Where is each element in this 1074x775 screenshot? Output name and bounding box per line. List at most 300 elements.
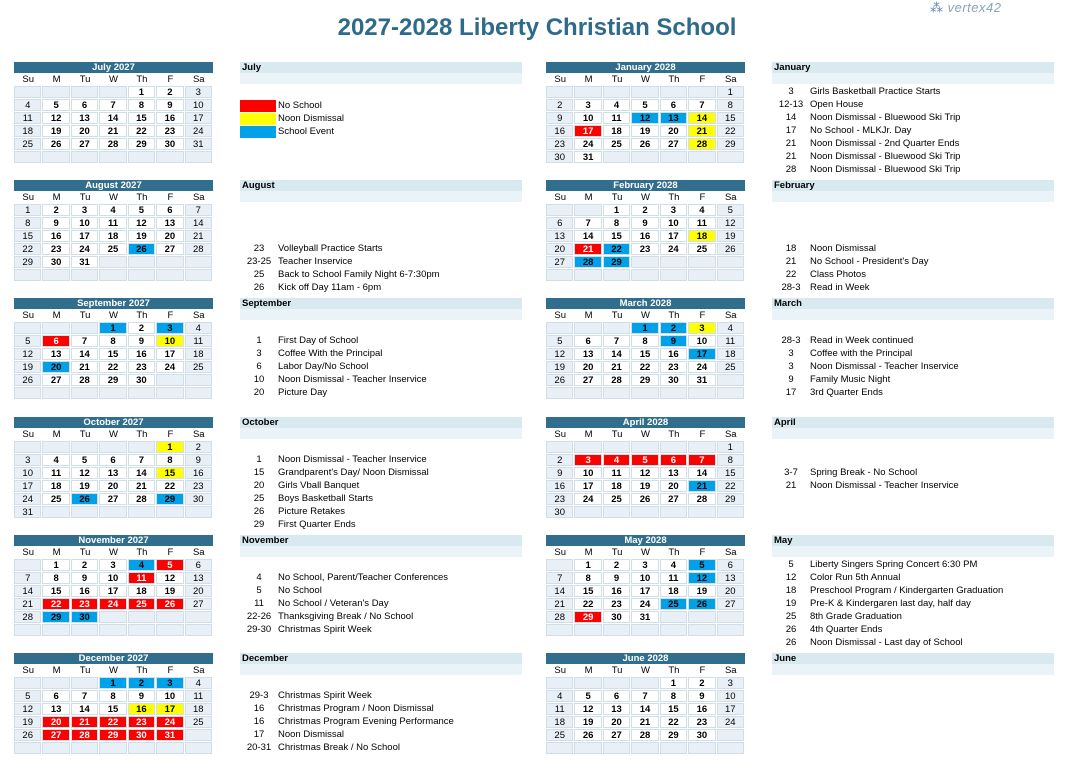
day-cell[interactable]: 31 bbox=[71, 256, 98, 268]
day-cell[interactable]: 28 bbox=[128, 493, 155, 505]
day-cell[interactable]: 19 bbox=[717, 230, 744, 242]
day-cell[interactable]: 20 bbox=[660, 125, 687, 137]
day-cell[interactable]: 16 bbox=[156, 112, 183, 124]
day-cell[interactable]: 14 bbox=[688, 467, 715, 479]
day-cell[interactable]: 16 bbox=[128, 703, 155, 715]
day-cell[interactable]: 4 bbox=[603, 99, 630, 111]
day-cell[interactable]: 6 bbox=[660, 99, 687, 111]
day-cell[interactable]: 16 bbox=[546, 125, 573, 137]
day-cell[interactable]: 28 bbox=[14, 611, 41, 623]
day-cell[interactable]: 25 bbox=[42, 493, 69, 505]
day-cell[interactable]: 17 bbox=[14, 480, 41, 492]
day-cell[interactable]: 5 bbox=[688, 559, 715, 571]
day-cell[interactable]: 25 bbox=[185, 361, 212, 373]
day-cell[interactable]: 2 bbox=[128, 322, 155, 334]
day-cell[interactable]: 13 bbox=[574, 348, 601, 360]
day-cell[interactable]: 10 bbox=[688, 335, 715, 347]
day-cell[interactable]: 7 bbox=[71, 690, 98, 702]
day-cell[interactable]: 20 bbox=[660, 480, 687, 492]
day-cell[interactable]: 2 bbox=[603, 559, 630, 571]
day-cell[interactable]: 28 bbox=[546, 611, 573, 623]
day-cell[interactable]: 22 bbox=[156, 480, 183, 492]
day-cell[interactable]: 16 bbox=[128, 348, 155, 360]
day-cell[interactable]: 26 bbox=[631, 493, 658, 505]
day-cell[interactable]: 28 bbox=[71, 729, 98, 741]
day-cell[interactable]: 8 bbox=[574, 572, 601, 584]
day-cell[interactable]: 31 bbox=[688, 374, 715, 386]
day-cell[interactable]: 15 bbox=[14, 230, 41, 242]
day-cell[interactable]: 9 bbox=[660, 335, 687, 347]
day-cell[interactable]: 19 bbox=[631, 480, 658, 492]
day-cell[interactable]: 3 bbox=[71, 204, 98, 216]
day-cell[interactable]: 21 bbox=[603, 361, 630, 373]
day-cell[interactable]: 10 bbox=[99, 572, 126, 584]
day-cell[interactable]: 31 bbox=[185, 138, 212, 150]
day-cell[interactable]: 13 bbox=[99, 467, 126, 479]
day-cell[interactable]: 27 bbox=[99, 493, 126, 505]
day-cell[interactable]: 5 bbox=[546, 335, 573, 347]
day-cell[interactable]: 21 bbox=[99, 125, 126, 137]
day-cell[interactable]: 26 bbox=[14, 374, 41, 386]
day-cell[interactable]: 23 bbox=[631, 243, 658, 255]
day-cell[interactable]: 18 bbox=[546, 716, 573, 728]
day-cell[interactable]: 10 bbox=[717, 690, 744, 702]
day-cell[interactable]: 7 bbox=[546, 572, 573, 584]
day-cell[interactable]: 23 bbox=[603, 598, 630, 610]
day-cell[interactable]: 21 bbox=[688, 125, 715, 137]
day-cell[interactable]: 27 bbox=[71, 138, 98, 150]
day-cell[interactable]: 23 bbox=[42, 243, 69, 255]
day-cell[interactable]: 17 bbox=[631, 585, 658, 597]
day-cell[interactable]: 8 bbox=[14, 217, 41, 229]
day-cell[interactable]: 13 bbox=[717, 572, 744, 584]
day-cell[interactable]: 25 bbox=[603, 138, 630, 150]
day-cell[interactable]: 11 bbox=[128, 572, 155, 584]
day-cell[interactable]: 1 bbox=[14, 204, 41, 216]
day-cell[interactable]: 24 bbox=[574, 138, 601, 150]
day-cell[interactable]: 1 bbox=[717, 441, 744, 453]
day-cell[interactable]: 30 bbox=[42, 256, 69, 268]
day-cell[interactable]: 9 bbox=[546, 112, 573, 124]
day-cell[interactable]: 23 bbox=[128, 716, 155, 728]
day-cell[interactable]: 1 bbox=[603, 204, 630, 216]
day-cell[interactable]: 15 bbox=[128, 112, 155, 124]
day-cell[interactable]: 15 bbox=[99, 703, 126, 715]
day-cell[interactable]: 5 bbox=[14, 335, 41, 347]
day-cell[interactable]: 4 bbox=[546, 690, 573, 702]
day-cell[interactable]: 7 bbox=[603, 335, 630, 347]
day-cell[interactable]: 30 bbox=[603, 611, 630, 623]
day-cell[interactable]: 24 bbox=[14, 493, 41, 505]
day-cell[interactable]: 11 bbox=[546, 703, 573, 715]
day-cell[interactable]: 10 bbox=[185, 99, 212, 111]
day-cell[interactable]: 27 bbox=[42, 729, 69, 741]
day-cell[interactable]: 24 bbox=[631, 598, 658, 610]
day-cell[interactable]: 5 bbox=[14, 690, 41, 702]
day-cell[interactable]: 12 bbox=[14, 348, 41, 360]
day-cell[interactable]: 26 bbox=[631, 138, 658, 150]
day-cell[interactable]: 8 bbox=[42, 572, 69, 584]
day-cell[interactable]: 2 bbox=[156, 86, 183, 98]
day-cell[interactable]: 26 bbox=[546, 374, 573, 386]
day-cell[interactable]: 27 bbox=[156, 243, 183, 255]
day-cell[interactable]: 28 bbox=[574, 256, 601, 268]
day-cell[interactable]: 29 bbox=[603, 256, 630, 268]
day-cell[interactable]: 9 bbox=[128, 690, 155, 702]
day-cell[interactable]: 12 bbox=[42, 112, 69, 124]
day-cell[interactable]: 5 bbox=[156, 559, 183, 571]
day-cell[interactable]: 18 bbox=[688, 230, 715, 242]
day-cell[interactable]: 3 bbox=[99, 559, 126, 571]
day-cell[interactable]: 5 bbox=[574, 690, 601, 702]
day-cell[interactable]: 21 bbox=[71, 361, 98, 373]
day-cell[interactable]: 2 bbox=[128, 677, 155, 689]
day-cell[interactable]: 24 bbox=[185, 125, 212, 137]
day-cell[interactable]: 20 bbox=[156, 230, 183, 242]
day-cell[interactable]: 26 bbox=[156, 598, 183, 610]
day-cell[interactable]: 16 bbox=[603, 585, 630, 597]
day-cell[interactable]: 9 bbox=[42, 217, 69, 229]
day-cell[interactable]: 31 bbox=[14, 506, 41, 518]
day-cell[interactable]: 29 bbox=[42, 611, 69, 623]
day-cell[interactable]: 22 bbox=[717, 480, 744, 492]
day-cell[interactable]: 14 bbox=[631, 703, 658, 715]
day-cell[interactable]: 1 bbox=[660, 677, 687, 689]
day-cell[interactable]: 22 bbox=[128, 125, 155, 137]
day-cell[interactable]: 2 bbox=[546, 454, 573, 466]
day-cell[interactable]: 16 bbox=[42, 230, 69, 242]
day-cell[interactable]: 20 bbox=[99, 480, 126, 492]
day-cell[interactable]: 30 bbox=[71, 611, 98, 623]
day-cell[interactable]: 19 bbox=[71, 480, 98, 492]
day-cell[interactable]: 16 bbox=[688, 703, 715, 715]
day-cell[interactable]: 10 bbox=[660, 217, 687, 229]
day-cell[interactable]: 21 bbox=[71, 716, 98, 728]
day-cell[interactable]: 20 bbox=[574, 361, 601, 373]
day-cell[interactable]: 7 bbox=[574, 217, 601, 229]
day-cell[interactable]: 11 bbox=[42, 467, 69, 479]
day-cell[interactable]: 5 bbox=[128, 204, 155, 216]
day-cell[interactable]: 20 bbox=[717, 585, 744, 597]
day-cell[interactable]: 28 bbox=[71, 374, 98, 386]
day-cell[interactable]: 20 bbox=[42, 716, 69, 728]
day-cell[interactable]: 17 bbox=[688, 348, 715, 360]
day-cell[interactable]: 24 bbox=[71, 243, 98, 255]
day-cell[interactable]: 11 bbox=[660, 572, 687, 584]
day-cell[interactable]: 12 bbox=[128, 217, 155, 229]
day-cell[interactable]: 7 bbox=[14, 572, 41, 584]
day-cell[interactable]: 25 bbox=[603, 493, 630, 505]
day-cell[interactable]: 27 bbox=[185, 598, 212, 610]
day-cell[interactable]: 10 bbox=[71, 217, 98, 229]
day-cell[interactable]: 14 bbox=[99, 112, 126, 124]
day-cell[interactable]: 3 bbox=[185, 86, 212, 98]
day-cell[interactable]: 15 bbox=[717, 112, 744, 124]
day-cell[interactable]: 4 bbox=[603, 454, 630, 466]
day-cell[interactable]: 18 bbox=[42, 480, 69, 492]
day-cell[interactable]: 29 bbox=[156, 493, 183, 505]
day-cell[interactable]: 6 bbox=[156, 204, 183, 216]
day-cell[interactable]: 3 bbox=[156, 677, 183, 689]
day-cell[interactable]: 19 bbox=[128, 230, 155, 242]
day-cell[interactable]: 8 bbox=[603, 217, 630, 229]
day-cell[interactable]: 17 bbox=[574, 480, 601, 492]
day-cell[interactable]: 24 bbox=[717, 716, 744, 728]
day-cell[interactable]: 13 bbox=[660, 112, 687, 124]
day-cell[interactable]: 2 bbox=[688, 677, 715, 689]
day-cell[interactable]: 16 bbox=[185, 467, 212, 479]
day-cell[interactable]: 7 bbox=[688, 99, 715, 111]
day-cell[interactable]: 4 bbox=[717, 322, 744, 334]
day-cell[interactable]: 22 bbox=[717, 125, 744, 137]
day-cell[interactable]: 8 bbox=[128, 99, 155, 111]
day-cell[interactable]: 4 bbox=[99, 204, 126, 216]
day-cell[interactable]: 8 bbox=[717, 454, 744, 466]
day-cell[interactable]: 8 bbox=[631, 335, 658, 347]
day-cell[interactable]: 14 bbox=[574, 230, 601, 242]
day-cell[interactable]: 17 bbox=[156, 703, 183, 715]
day-cell[interactable]: 1 bbox=[717, 86, 744, 98]
day-cell[interactable]: 14 bbox=[128, 467, 155, 479]
day-cell[interactable]: 11 bbox=[14, 112, 41, 124]
day-cell[interactable]: 25 bbox=[128, 598, 155, 610]
day-cell[interactable]: 14 bbox=[546, 585, 573, 597]
day-cell[interactable]: 27 bbox=[717, 598, 744, 610]
day-cell[interactable]: 23 bbox=[71, 598, 98, 610]
day-cell[interactable]: 12 bbox=[546, 348, 573, 360]
day-cell[interactable]: 7 bbox=[631, 690, 658, 702]
day-cell[interactable]: 8 bbox=[717, 99, 744, 111]
day-cell[interactable]: 11 bbox=[603, 467, 630, 479]
day-cell[interactable]: 21 bbox=[185, 230, 212, 242]
day-cell[interactable]: 9 bbox=[603, 572, 630, 584]
day-cell[interactable]: 7 bbox=[688, 454, 715, 466]
day-cell[interactable]: 19 bbox=[156, 585, 183, 597]
day-cell[interactable]: 10 bbox=[631, 572, 658, 584]
day-cell[interactable]: 2 bbox=[71, 559, 98, 571]
day-cell[interactable]: 22 bbox=[99, 361, 126, 373]
day-cell[interactable]: 23 bbox=[688, 716, 715, 728]
day-cell[interactable]: 23 bbox=[660, 361, 687, 373]
day-cell[interactable]: 1 bbox=[631, 322, 658, 334]
day-cell[interactable]: 15 bbox=[156, 467, 183, 479]
day-cell[interactable]: 23 bbox=[128, 361, 155, 373]
day-cell[interactable]: 7 bbox=[99, 99, 126, 111]
day-cell[interactable]: 29 bbox=[717, 493, 744, 505]
day-cell[interactable]: 20 bbox=[546, 243, 573, 255]
day-cell[interactable]: 3 bbox=[156, 322, 183, 334]
day-cell[interactable]: 31 bbox=[574, 151, 601, 163]
day-cell[interactable]: 10 bbox=[156, 690, 183, 702]
day-cell[interactable]: 26 bbox=[717, 243, 744, 255]
day-cell[interactable]: 29 bbox=[631, 374, 658, 386]
day-cell[interactable]: 4 bbox=[185, 322, 212, 334]
day-cell[interactable]: 30 bbox=[185, 493, 212, 505]
day-cell[interactable]: 5 bbox=[631, 454, 658, 466]
day-cell[interactable]: 19 bbox=[14, 716, 41, 728]
day-cell[interactable]: 20 bbox=[71, 125, 98, 137]
day-cell[interactable]: 17 bbox=[99, 585, 126, 597]
day-cell[interactable]: 21 bbox=[688, 480, 715, 492]
day-cell[interactable]: 24 bbox=[156, 361, 183, 373]
day-cell[interactable]: 17 bbox=[660, 230, 687, 242]
day-cell[interactable]: 8 bbox=[660, 690, 687, 702]
day-cell[interactable]: 10 bbox=[574, 112, 601, 124]
day-cell[interactable]: 30 bbox=[128, 729, 155, 741]
day-cell[interactable]: 21 bbox=[128, 480, 155, 492]
day-cell[interactable]: 25 bbox=[99, 243, 126, 255]
day-cell[interactable]: 22 bbox=[603, 243, 630, 255]
day-cell[interactable]: 6 bbox=[660, 454, 687, 466]
day-cell[interactable]: 5 bbox=[71, 454, 98, 466]
day-cell[interactable]: 30 bbox=[546, 151, 573, 163]
day-cell[interactable]: 18 bbox=[660, 585, 687, 597]
day-cell[interactable]: 19 bbox=[574, 716, 601, 728]
day-cell[interactable]: 30 bbox=[156, 138, 183, 150]
day-cell[interactable]: 14 bbox=[185, 217, 212, 229]
day-cell[interactable]: 3 bbox=[717, 677, 744, 689]
day-cell[interactable]: 23 bbox=[185, 480, 212, 492]
day-cell[interactable]: 4 bbox=[660, 559, 687, 571]
day-cell[interactable]: 27 bbox=[603, 729, 630, 741]
day-cell[interactable]: 25 bbox=[546, 729, 573, 741]
day-cell[interactable]: 19 bbox=[688, 585, 715, 597]
day-cell[interactable]: 13 bbox=[660, 467, 687, 479]
day-cell[interactable]: 28 bbox=[603, 374, 630, 386]
day-cell[interactable]: 22 bbox=[574, 598, 601, 610]
day-cell[interactable]: 4 bbox=[42, 454, 69, 466]
day-cell[interactable]: 12 bbox=[574, 703, 601, 715]
day-cell[interactable]: 27 bbox=[660, 138, 687, 150]
day-cell[interactable]: 2 bbox=[42, 204, 69, 216]
day-cell[interactable]: 21 bbox=[574, 243, 601, 255]
day-cell[interactable]: 19 bbox=[631, 125, 658, 137]
day-cell[interactable]: 11 bbox=[717, 335, 744, 347]
day-cell[interactable]: 3 bbox=[574, 454, 601, 466]
day-cell[interactable]: 26 bbox=[42, 138, 69, 150]
day-cell[interactable]: 6 bbox=[42, 690, 69, 702]
day-cell[interactable]: 3 bbox=[688, 322, 715, 334]
day-cell[interactable]: 2 bbox=[631, 204, 658, 216]
day-cell[interactable]: 13 bbox=[185, 572, 212, 584]
day-cell[interactable]: 9 bbox=[156, 99, 183, 111]
day-cell[interactable]: 12 bbox=[71, 467, 98, 479]
day-cell[interactable]: 10 bbox=[14, 467, 41, 479]
day-cell[interactable]: 18 bbox=[603, 480, 630, 492]
day-cell[interactable]: 2 bbox=[660, 322, 687, 334]
day-cell[interactable]: 26 bbox=[14, 729, 41, 741]
day-cell[interactable]: 2 bbox=[185, 441, 212, 453]
day-cell[interactable]: 7 bbox=[71, 335, 98, 347]
day-cell[interactable]: 12 bbox=[717, 217, 744, 229]
day-cell[interactable]: 4 bbox=[14, 99, 41, 111]
day-cell[interactable]: 20 bbox=[185, 585, 212, 597]
day-cell[interactable]: 15 bbox=[603, 230, 630, 242]
day-cell[interactable]: 17 bbox=[71, 230, 98, 242]
day-cell[interactable]: 1 bbox=[99, 322, 126, 334]
day-cell[interactable]: 26 bbox=[128, 243, 155, 255]
day-cell[interactable]: 27 bbox=[574, 374, 601, 386]
day-cell[interactable]: 19 bbox=[14, 361, 41, 373]
day-cell[interactable]: 31 bbox=[631, 611, 658, 623]
day-cell[interactable]: 12 bbox=[631, 112, 658, 124]
day-cell[interactable]: 8 bbox=[156, 454, 183, 466]
day-cell[interactable]: 6 bbox=[71, 99, 98, 111]
day-cell[interactable]: 16 bbox=[546, 480, 573, 492]
day-cell[interactable]: 4 bbox=[688, 204, 715, 216]
day-cell[interactable]: 3 bbox=[14, 454, 41, 466]
day-cell[interactable]: 29 bbox=[660, 729, 687, 741]
day-cell[interactable]: 29 bbox=[717, 138, 744, 150]
day-cell[interactable]: 22 bbox=[660, 716, 687, 728]
day-cell[interactable]: 11 bbox=[688, 217, 715, 229]
day-cell[interactable]: 22 bbox=[14, 243, 41, 255]
day-cell[interactable]: 15 bbox=[574, 585, 601, 597]
day-cell[interactable]: 1 bbox=[42, 559, 69, 571]
day-cell[interactable]: 22 bbox=[631, 361, 658, 373]
day-cell[interactable]: 24 bbox=[574, 493, 601, 505]
day-cell[interactable]: 26 bbox=[688, 598, 715, 610]
day-cell[interactable]: 15 bbox=[99, 348, 126, 360]
day-cell[interactable]: 12 bbox=[14, 703, 41, 715]
day-cell[interactable]: 25 bbox=[185, 716, 212, 728]
day-cell[interactable]: 25 bbox=[717, 361, 744, 373]
day-cell[interactable]: 25 bbox=[660, 598, 687, 610]
day-cell[interactable]: 13 bbox=[71, 112, 98, 124]
day-cell[interactable]: 14 bbox=[688, 112, 715, 124]
day-cell[interactable]: 7 bbox=[185, 204, 212, 216]
day-cell[interactable]: 2 bbox=[546, 99, 573, 111]
day-cell[interactable]: 29 bbox=[128, 138, 155, 150]
day-cell[interactable]: 23 bbox=[156, 125, 183, 137]
day-cell[interactable]: 29 bbox=[574, 611, 601, 623]
day-cell[interactable]: 12 bbox=[631, 467, 658, 479]
day-cell[interactable]: 27 bbox=[660, 493, 687, 505]
day-cell[interactable]: 9 bbox=[631, 217, 658, 229]
day-cell[interactable]: 20 bbox=[603, 716, 630, 728]
day-cell[interactable]: 9 bbox=[71, 572, 98, 584]
day-cell[interactable]: 23 bbox=[546, 493, 573, 505]
day-cell[interactable]: 30 bbox=[688, 729, 715, 741]
day-cell[interactable]: 4 bbox=[185, 677, 212, 689]
day-cell[interactable]: 13 bbox=[156, 217, 183, 229]
day-cell[interactable]: 9 bbox=[546, 467, 573, 479]
day-cell[interactable]: 15 bbox=[631, 348, 658, 360]
day-cell[interactable]: 30 bbox=[128, 374, 155, 386]
day-cell[interactable]: 1 bbox=[99, 677, 126, 689]
day-cell[interactable]: 18 bbox=[185, 703, 212, 715]
day-cell[interactable]: 26 bbox=[71, 493, 98, 505]
day-cell[interactable]: 13 bbox=[546, 230, 573, 242]
day-cell[interactable]: 17 bbox=[717, 703, 744, 715]
day-cell[interactable]: 29 bbox=[14, 256, 41, 268]
day-cell[interactable]: 3 bbox=[660, 204, 687, 216]
day-cell[interactable]: 17 bbox=[156, 348, 183, 360]
day-cell[interactable]: 1 bbox=[128, 86, 155, 98]
day-cell[interactable]: 5 bbox=[717, 204, 744, 216]
day-cell[interactable]: 25 bbox=[14, 138, 41, 150]
day-cell[interactable]: 16 bbox=[631, 230, 658, 242]
day-cell[interactable]: 6 bbox=[546, 217, 573, 229]
day-cell[interactable]: 6 bbox=[603, 690, 630, 702]
day-cell[interactable]: 11 bbox=[99, 217, 126, 229]
day-cell[interactable]: 1 bbox=[156, 441, 183, 453]
day-cell[interactable]: 6 bbox=[717, 559, 744, 571]
day-cell[interactable]: 9 bbox=[688, 690, 715, 702]
day-cell[interactable]: 11 bbox=[185, 335, 212, 347]
day-cell[interactable]: 18 bbox=[128, 585, 155, 597]
day-cell[interactable]: 15 bbox=[660, 703, 687, 715]
